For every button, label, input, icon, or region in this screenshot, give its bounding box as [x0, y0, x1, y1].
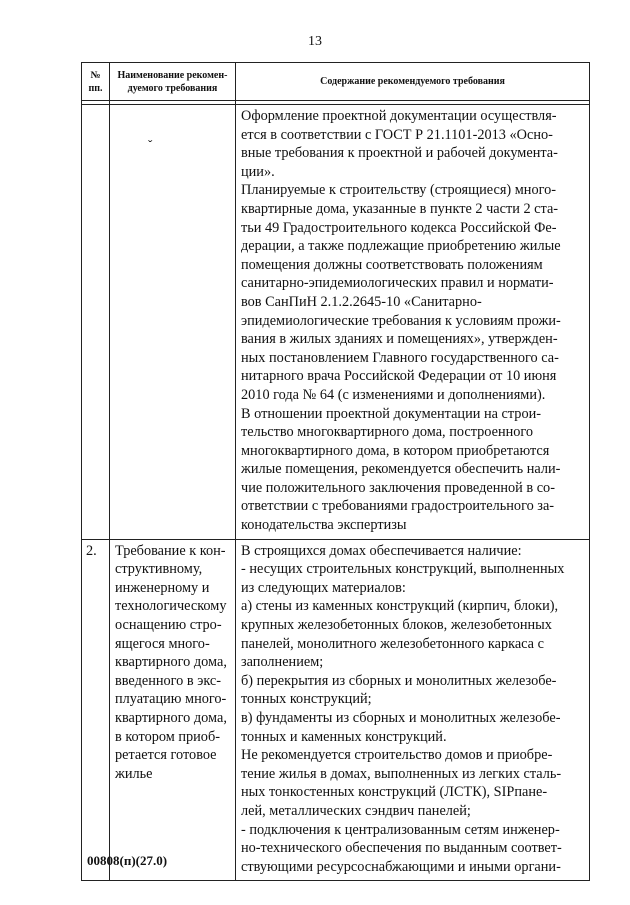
row-content: Оформление проектной документации осуществля- ется в соответствии с ГОСТ Р 21.1101-2013 «Осно- вные требования к проектной и рабочей документа- ции». Планируемые к строительству (строящиеся) много- квартирные дома, указанные в пункте 2 части 2 ста- тьи 49 Градостроительного кодекса Российской Фе- дерации, а также подлежащие приобретению жилые помещения должны соответствовать положениям санитарно-эпидемиологических правил и нормати- вов СанПиН 2.1.2.2645-10 «Санитарно- эпидемиологические требования к условиям прожи- вания в жилых зданиях и помещениях», утвержден- ных постановлением Главного государственного са- нитарного врача Российской Федерации от 10 июня 2010 года № 64 (с изменениями и дополнениями). В отношении проектной документации на строи- тельство многоквартирного дома, построенного многоквартирного дома, в котором приобретаются жилые помещения, рекомендуется обеспечить нали- чие положительного заключения проведенной в со- ответствии с требованиями градостроительного за- конодательства экспертизы — [236, 105, 590, 540]
row-number: 2. — [82, 539, 110, 881]
row-number — [82, 105, 110, 540]
row-name: Требование к кон- структивному, инженерному и технологическому оснащению стро- ящегося много- квартирного дома, введенного в экс- плуатацию много- квартирного дома, в котором приоб- ретается готовое жилье — [110, 539, 236, 881]
row-name — [110, 105, 236, 540]
document-code: 00808(п)(27.0) — [87, 853, 168, 868]
header-name: Наименование рекомен- дуемого требования — [110, 63, 236, 101]
requirements-table — [81, 62, 590, 881]
page-number: 13 — [308, 34, 322, 49]
table-row — [82, 539, 590, 881]
header-content: Содержание рекомендуемого требования — [236, 63, 590, 101]
header-number: № пп. — [82, 63, 110, 101]
stray-mark: ˇ — [148, 137, 153, 152]
table-header-row — [82, 63, 590, 101]
row-content: В строящихся домах обеспечивается наличие: - несущих строительных конструкций, выполненных из следующих материалов: а) стены из каменных конструкций (кирпич, блоки), крупных железобетонных блоков, железобетонных панелей, монолитного железобетонного каркаса с заполнением; б) перекрытия из сборных и монолитных железобе- тонных конструкций; в) фундаменты из сборных и монолитных железобе- тонных и каменных конструкций. Не рекомендуется строительство домов и приобре- тение жилья в домах, выполненных из легких сталь- ных тонкостенных конструкций (ЛСТК), SIPпане- лей, металлических сэндвич панелей; - подключения к централизованным сетям инженер- но-технического обеспечения по выданным соответ- ствующими ресурсоснабжающими и иными органи- — [236, 539, 590, 881]
table-row — [82, 105, 590, 540]
